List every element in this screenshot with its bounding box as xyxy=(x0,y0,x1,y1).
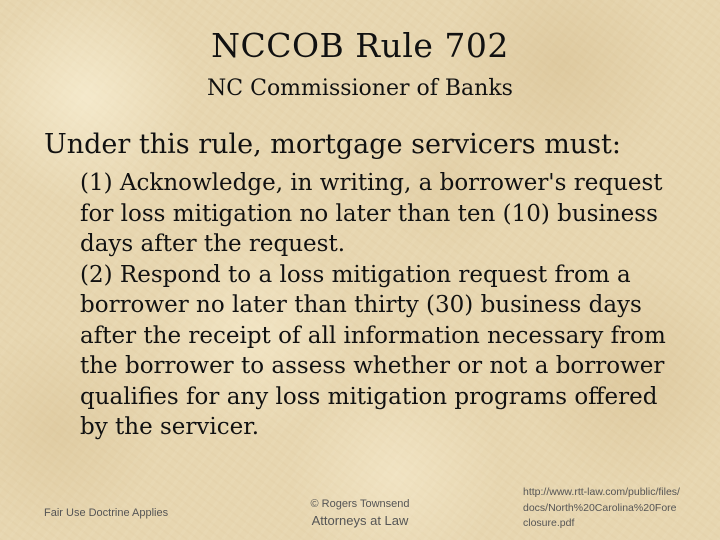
lead-text: Under this rule, mortgage servicers must: xyxy=(44,129,621,160)
footer-firm: Attorneys at Law xyxy=(311,513,409,528)
footer-copyright: © Rogers Townsend xyxy=(310,498,410,510)
rule-item-2: (2) Respond to a loss mitigation request from a borrower no later than thirty (30) business days after the receipt of all information necessary from the borrower to assess whether or not a borrower qualifies for any loss mitigation programs offered by the servicer. xyxy=(80,261,666,440)
slide-subtitle: NC Commissioner of Banks xyxy=(207,76,513,101)
rule-item-1: (1) Acknowledge, in writing, a borrower's request for loss mitigation no later than ten (10) business days after the request. xyxy=(80,170,663,257)
footer-fair-use: Fair Use Doctrine Applies xyxy=(44,507,169,519)
rule-list xyxy=(80,168,680,443)
slide-title: NCCOB Rule 702 xyxy=(211,26,509,65)
footer-credit xyxy=(300,497,420,530)
footer-source-link[interactable]: http://www.rtt-law.com/public/files/docs/North%20Carolina%20Foreclosure.pdf xyxy=(523,486,680,529)
